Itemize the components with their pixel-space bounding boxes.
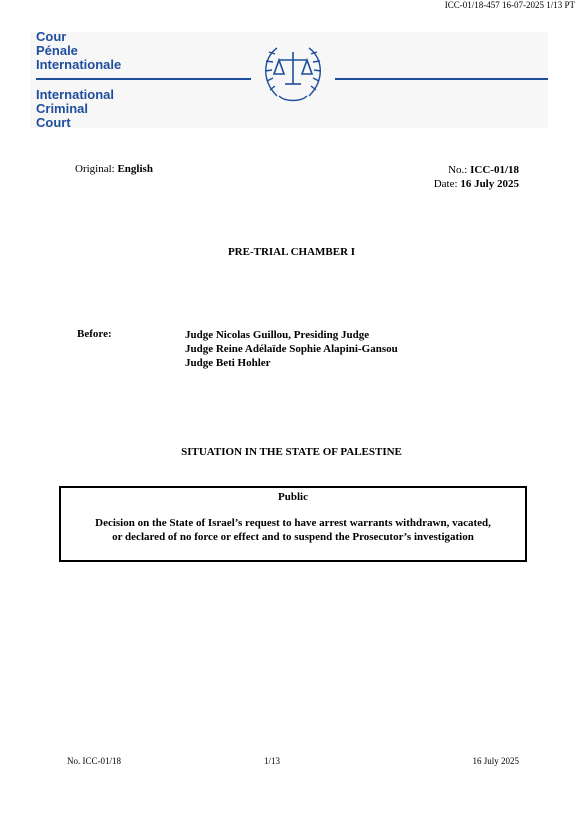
before-label: Before: [77,328,112,340]
decision-title-line: or declared of no force or effect and to suspend the Prosecutor’s investigation [112,531,474,543]
original-language [75,163,153,175]
court-name-line: Internationale [36,57,122,72]
judges-list [185,328,398,370]
decision-title-line: Decision on the State of Israel’s request to have arrest warrants withdrawn, vacated, [95,517,491,529]
decision-title-box [59,486,527,562]
document-stamp: ICC-01/18-457 16-07-2025 1/13 PT [444,0,575,10]
chamber-title: PRE-TRIAL CHAMBER I [227,246,356,258]
court-name-line: Cour [36,29,67,44]
judge-item: Judge Reine Adélaïde Sophie Alapini-Gansou [185,343,398,355]
date-value: 16 July 2025 [460,178,519,190]
footer-case-number: No. ICC-01/18 [67,756,121,766]
document-date [434,177,519,191]
court-name-line: Criminal [36,101,89,116]
court-name-line: Court [36,115,71,130]
decision-title [61,516,525,544]
classification-label: Public [278,491,308,503]
footer-page-number: 1/13 [264,756,281,766]
date-label: Date: [433,178,461,190]
case-number [434,163,519,177]
header-rule-right [335,78,548,80]
judge-item: Judge Nicolas Guillou, Presiding Judge [185,329,370,341]
court-name-french [36,30,121,72]
court-name-english [36,88,114,130]
original-label: Original: [75,163,118,175]
scales-of-justice-laurel-icon [255,40,331,104]
footer-date: 16 July 2025 [472,756,519,766]
court-name-line: International [36,87,115,102]
case-number-block [434,163,519,191]
case-number-label: No.: [448,164,471,176]
case-number-value: ICC-01/18 [470,164,519,176]
header-rule-left [36,78,251,80]
original-value: English [117,163,153,175]
judge-item: Judge Beti Hohler [185,357,271,369]
court-name-line: Pénale [36,43,78,58]
situation-title: SITUATION IN THE STATE OF PALESTINE [181,446,402,458]
